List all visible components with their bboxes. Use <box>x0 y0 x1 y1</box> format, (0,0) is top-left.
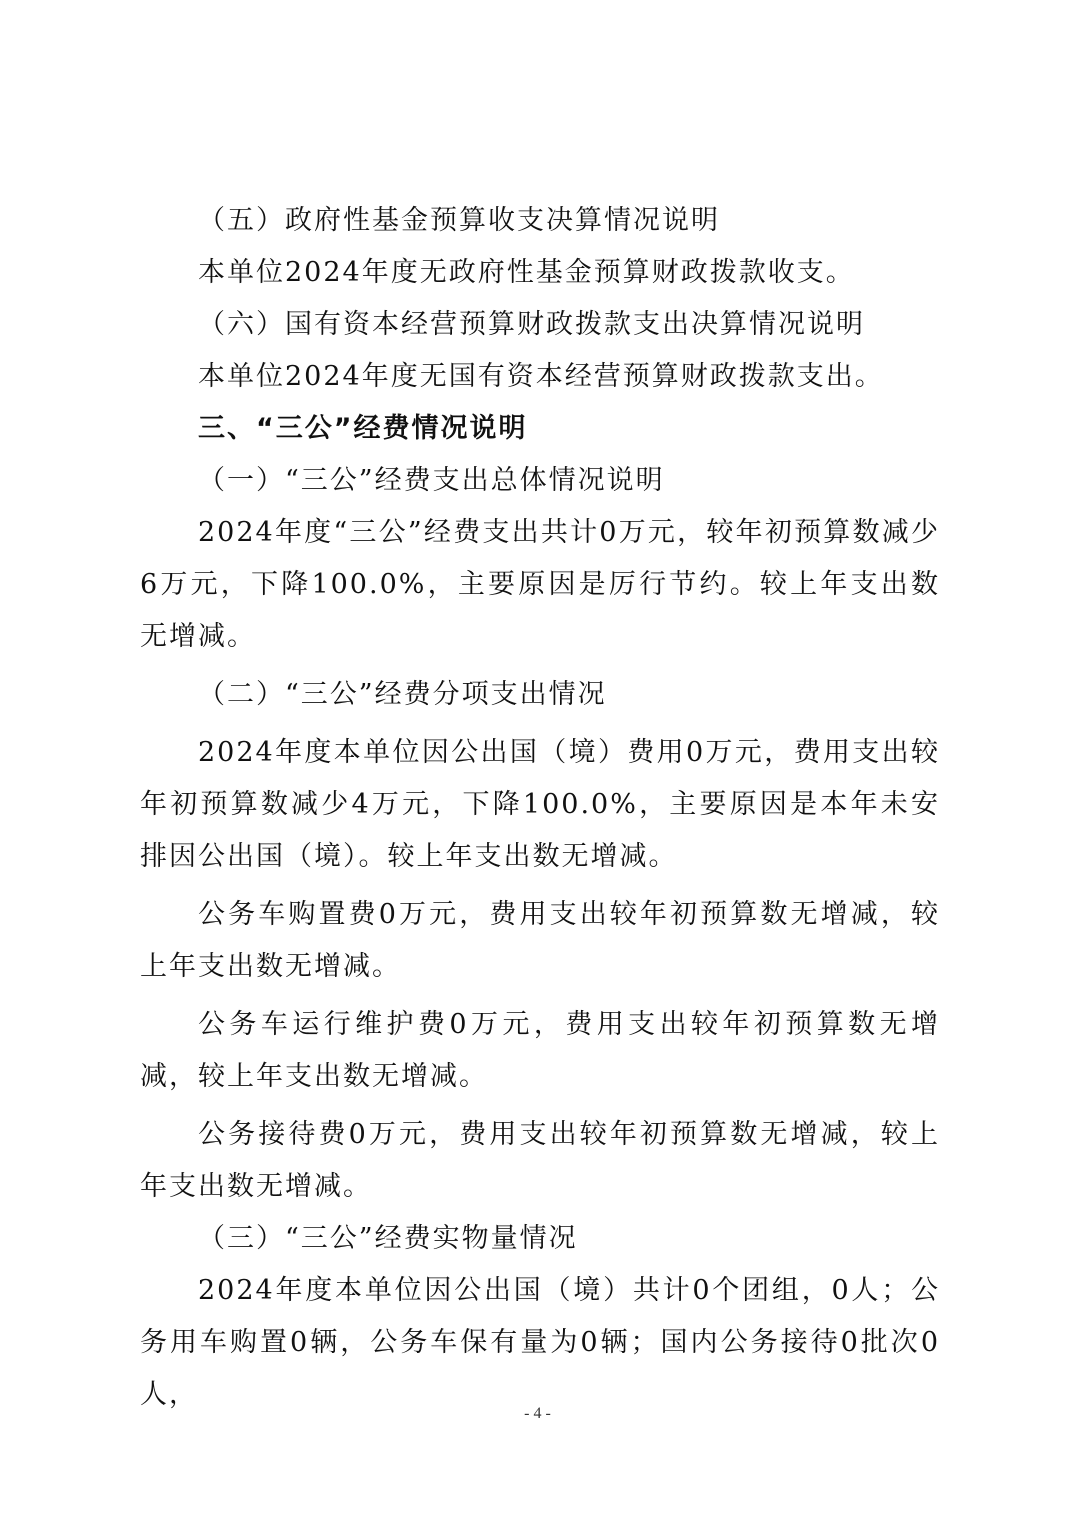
paragraph: 公务车运行维护费0万元，费用支出较年初预算数无增减，较上年支出数无增减。 <box>140 1009 940 1092</box>
paragraph: 本单位2024年度无政府性基金预算财政拨款收支。 <box>198 257 855 288</box>
section-heading-3: （三）“三公”经费实物量情况 <box>198 1223 578 1254</box>
section-heading-6: （六）国有资本经营预算财政拨款支出决算情况说明 <box>198 309 865 340</box>
paragraph: 本单位2024年度无国有资本经营预算财政拨款支出。 <box>198 361 884 392</box>
paragraph: 2024年度本单位因公出国（境）共计0个团组，0人；公务用车购置0辆，公务车保有量为0辆；国内公务接待0批次0人， <box>140 1275 940 1410</box>
section-heading-5: （五）政府性基金预算收支决算情况说明 <box>198 205 720 236</box>
chapter-heading-3: 三、“三公”经费情况说明 <box>198 413 528 444</box>
page-number: - 4 - <box>524 1405 551 1422</box>
document-body <box>140 195 940 1421</box>
section-heading-1: （一）“三公”经费支出总体情况说明 <box>198 465 665 496</box>
paragraph: 2024年度“三公”经费支出共计0万元，较年初预算数减少6万元，下降100.0%，主要原因是厉行节约。较上年支出数无增减。 <box>140 517 940 652</box>
section-heading-2: （二）“三公”经费分项支出情况 <box>198 679 607 710</box>
paragraph: 公务车购置费0万元，费用支出较年初预算数无增减，较上年支出数无增减。 <box>140 899 940 982</box>
paragraph: 2024年度本单位因公出国（境）费用0万元，费用支出较年初预算数减少4万元，下降100.0%，主要原因是本年未安排因公出国（境）。较上年支出数无增减。 <box>140 737 940 872</box>
paragraph: 公务接待费0万元，费用支出较年初预算数无增减，较上年支出数无增减。 <box>140 1119 940 1202</box>
